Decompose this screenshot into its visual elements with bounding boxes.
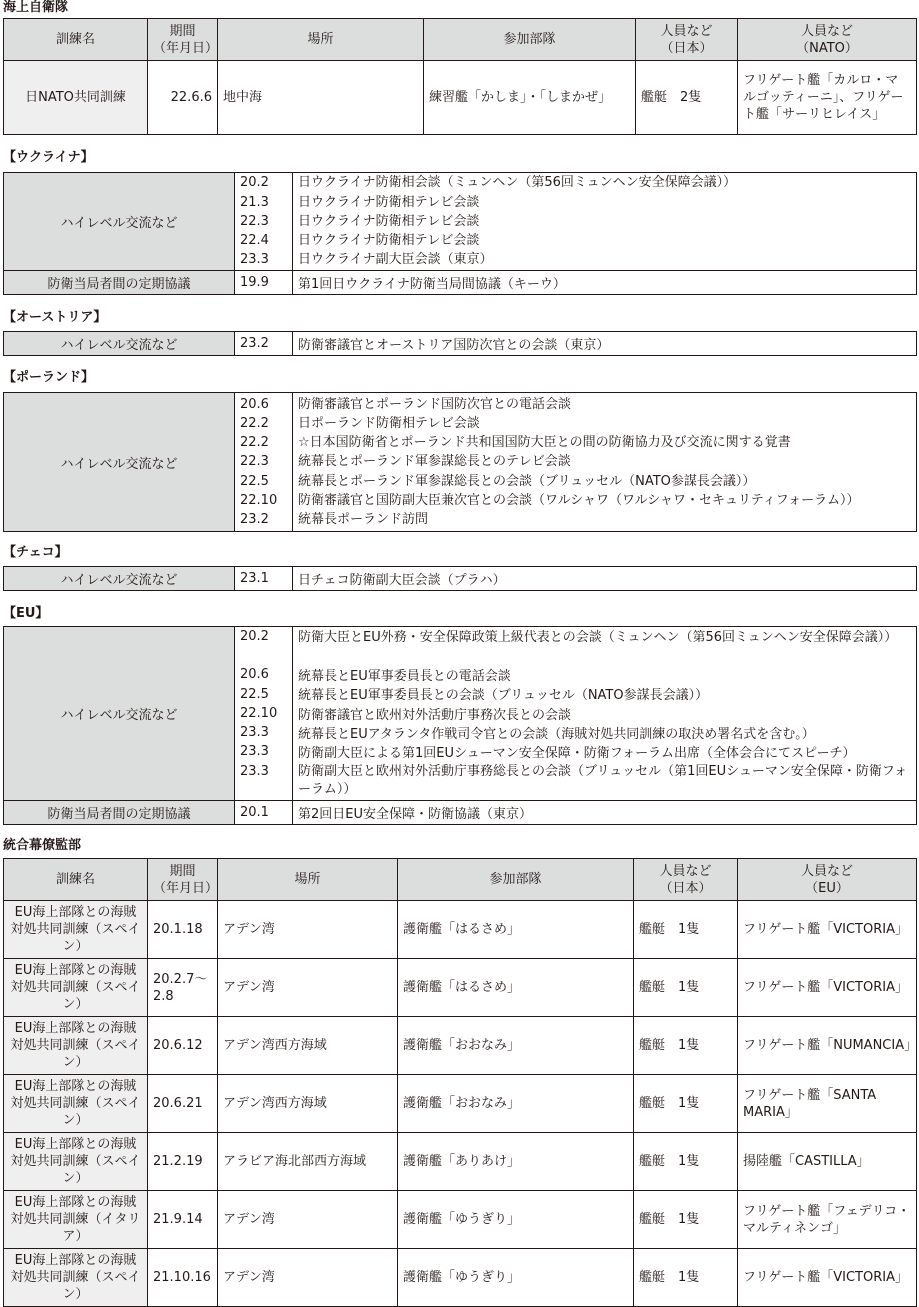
table-row [4, 1249, 917, 1307]
training-units: 護衛艦「おおなみ」 [398, 1017, 634, 1075]
training-place: アデン湾 [218, 1191, 398, 1249]
training-units: 護衛艦「はるさめ」 [398, 959, 634, 1017]
training-name: EU海上部隊との海賊対処共同訓練（スペイン） [4, 1249, 148, 1307]
col-header-partner: 人員など （EU） [738, 859, 917, 901]
ukraine-title: 【ウクライナ】 [3, 150, 94, 165]
austria-table [3, 331, 916, 356]
category-label: ハイレベル交流など [4, 567, 235, 591]
entry-text: 日ポーランド防衛相テレビ会談 [298, 415, 480, 431]
entry-date: 21.3 [240, 194, 269, 210]
entry-text: 日ウクライナ防衛相テレビ会談 [298, 213, 480, 229]
col-header-partner: 人員など （NATO） [738, 19, 917, 61]
entry-text: 統幕長とEUアタランタ作戦司令官との会談（海賊対処共同訓練の取決め署名式を含む。） [298, 726, 815, 742]
entry-text: 日ウクライナ防衛相テレビ会談 [298, 233, 480, 249]
entry-date: 20.2 [240, 629, 269, 645]
col-header-units: 参加部隊 [424, 19, 636, 61]
table-row [4, 1133, 917, 1191]
training-name: EU海上部隊との海賊対処共同訓練（スペイン） [4, 1075, 148, 1133]
training-partner: フリゲート艦「VICTORIA」 [738, 901, 917, 959]
training-place: 地中海 [218, 61, 424, 135]
event-cell [293, 393, 917, 532]
training-date: 20.1.18 [148, 901, 218, 959]
entry-date: 22.2 [240, 435, 269, 451]
table-row [4, 1075, 917, 1133]
poland-table [3, 392, 916, 532]
category-label: ハイレベル交流など [4, 173, 235, 271]
entry-text: 統幕長とEU軍事委員長との電話会談 [298, 669, 511, 685]
training-date: 21.10.16 [148, 1249, 218, 1307]
col-header-period: 期間 （年月日） [148, 19, 218, 61]
training-date: 20.6.21 [148, 1075, 218, 1133]
training-japan: 艦艇 1隻 [634, 1191, 738, 1249]
date-cell [235, 627, 293, 801]
entry-text: 防衛副大臣による第1回EUシューマン安全保障・防衛フォーラム出席（全体会合にてスピーチ） [298, 746, 856, 761]
entry-date: 23.1 [235, 567, 293, 591]
training-place: アデン湾西方海域 [218, 1017, 398, 1075]
msdf-training-table [3, 18, 916, 135]
entry-date: 23.3 [240, 763, 269, 779]
entry-text: ☆日本国防衛省とポーランド共和国国防大臣との間の防衛協力及び交流に関する覚書 [298, 435, 791, 451]
training-name: EU海上部隊との海賊対処共同訓練（スペイン） [4, 901, 148, 959]
training-place: アデン湾 [218, 959, 398, 1017]
col-header-training: 訓練名 [4, 859, 148, 901]
entry-text: 防衛審議官とオーストリア国防次官との会談（東京） [293, 332, 917, 356]
training-name: EU海上部隊との海賊対処共同訓練（イタリア） [4, 1191, 148, 1249]
joint-training-table [3, 858, 916, 1307]
col-header-period: 期間 （年月日） [148, 859, 218, 901]
table-row [4, 901, 917, 959]
table-row [4, 1017, 917, 1075]
training-japan: 艦艇 1隻 [634, 1017, 738, 1075]
entry-text: 日ウクライナ防衛相会談（ミュンヘン（第56回ミュンヘン安全保障会議）） [298, 175, 737, 191]
table-row [4, 959, 917, 1017]
training-partner: フリゲート艦「VICTORIA」 [738, 1249, 917, 1307]
entry-date: 23.2 [235, 332, 293, 356]
entry-date: 20.6 [240, 396, 269, 412]
entry-text: 第1回日ウクライナ防衛当局間協議（キーウ） [293, 271, 917, 295]
table-row [4, 173, 917, 271]
col-header-place: 場所 [218, 19, 424, 61]
entry-text: 統幕長とポーランド軍参謀総長とのテレビ会談 [298, 454, 571, 470]
entry-text: 防衛審議官とポーランド国防次官との電話会談 [298, 396, 572, 412]
training-place: アデン湾 [218, 1249, 398, 1307]
training-japan: 艦艇 1隻 [634, 1249, 738, 1307]
col-header-units: 参加部隊 [398, 859, 634, 901]
entry-text: 防衛審議官と欧州対外活動庁事務次長との会談 [298, 707, 572, 723]
event-cell [293, 173, 917, 271]
col-header-training: 訓練名 [4, 19, 148, 61]
training-place: アデン湾西方海域 [218, 1075, 398, 1133]
training-partner: 揚陸艦「CASTILLA」 [738, 1133, 917, 1191]
entry-text: 日チェコ防衛副大臣会談（プラハ） [293, 567, 917, 591]
training-japan: 艦艇 1隻 [634, 959, 738, 1017]
entry-text: 防衛審議官と国防副大臣兼次官との会談（ワルシャワ（ワルシャワ・セキュリティフォーラム）） [298, 492, 860, 508]
table-row [4, 332, 917, 356]
category-label: 防衛当局者間の定期協議 [4, 801, 235, 825]
training-partner: フリゲート艦「フェデリコ・マルティネンゴ」 [738, 1191, 917, 1249]
entry-date: 22.3 [240, 213, 269, 229]
training-units: 護衛艦「はるさめ」 [398, 901, 634, 959]
training-date: 20.2.7～2.8 [148, 959, 218, 1017]
event-cell [293, 627, 917, 801]
table-row [4, 393, 917, 532]
training-units: 護衛艦「ありあけ」 [398, 1133, 634, 1191]
training-date: 21.2.19 [148, 1133, 218, 1191]
date-cell [235, 173, 293, 271]
training-name: EU海上部隊との海賊対処共同訓練（スペイン） [4, 1017, 148, 1075]
entry-date: 23.3 [240, 725, 269, 741]
training-partner: フリゲート艦「VICTORIA」 [738, 959, 917, 1017]
entry-text: 防衛大臣とEU外務・安全保障政策上級代表との会談（ミュンヘン（第56回ミュンヘン安全保障会議）） [298, 629, 898, 645]
training-partner: フリゲート艦「SANTA MARIA」 [738, 1075, 917, 1133]
training-place: アラビア海北部西方海域 [218, 1133, 398, 1191]
ukraine-table [3, 172, 916, 295]
training-place: アデン湾 [218, 901, 398, 959]
entry-date: 22.5 [240, 686, 269, 702]
poland-title: 【ポーランド】 [3, 370, 95, 385]
czech-table [3, 566, 916, 591]
training-units: 護衛艦「ゆうぎり」 [398, 1191, 634, 1249]
training-units: 護衛艦「おおなみ」 [398, 1075, 634, 1133]
training-name: EU海上部隊との海賊対処共同訓練（スペイン） [4, 1133, 148, 1191]
training-name: 日NATO共同訓練 [4, 61, 148, 135]
entry-date: 20.1 [235, 801, 293, 825]
table-row [4, 271, 917, 295]
entry-date: 22.10 [240, 492, 278, 508]
entry-date: 23.2 [240, 512, 269, 527]
training-japan: 艦艇 2隻 [636, 61, 738, 135]
austria-title: 【オーストリア】 [3, 310, 107, 325]
training-japan: 艦艇 1隻 [634, 1133, 738, 1191]
eu-table [3, 626, 916, 825]
eu-title: 【EU】 [3, 606, 49, 621]
joint-title: 統合幕僚監部 [3, 838, 82, 853]
entry-date: 23.3 [240, 252, 269, 268]
col-header-place: 場所 [218, 859, 398, 901]
category-label: ハイレベル交流など [4, 332, 235, 356]
entry-date: 22.4 [240, 233, 269, 249]
category-label: ハイレベル交流など [4, 627, 235, 801]
training-date: 22.6.6 [148, 61, 218, 135]
entry-date: 19.9 [235, 271, 293, 295]
msdf-title: 海上自衛隊 [3, 0, 69, 15]
col-header-japan: 人員など （日本） [636, 19, 738, 61]
entry-text: 統幕長とEU軍事委員長との会談（ブリュッセル（NATO参謀長会議）） [298, 688, 709, 704]
entry-text: 防衛副大臣と欧州対外活動庁事務総長との会談（ブリュッセル（第1回EUシューマン安全保障・防衛フォーラム）） [298, 764, 908, 797]
table-row [4, 627, 917, 801]
training-name: EU海上部隊との海賊対処共同訓練（スペイン） [4, 959, 148, 1017]
category-label: 防衛当局者間の定期協議 [4, 271, 235, 295]
entry-date: 20.6 [240, 667, 269, 683]
entry-date: 22.10 [240, 705, 278, 721]
table-row [4, 801, 917, 825]
col-header-japan: 人員など （日本） [634, 859, 738, 901]
training-date: 20.6.12 [148, 1017, 218, 1075]
table-row [4, 61, 917, 135]
czech-title: 【チェコ】 [3, 545, 68, 560]
training-partner: フリゲート艦「NUMANCIA」 [738, 1017, 917, 1075]
entry-date: 23.3 [240, 744, 269, 760]
category-label: ハイレベル交流など [4, 393, 235, 532]
training-date: 21.9.14 [148, 1191, 218, 1249]
training-japan: 艦艇 1隻 [634, 1075, 738, 1133]
entry-date: 22.5 [240, 473, 269, 489]
table-row [4, 567, 917, 591]
entry-text: 統幕長とポーランド軍参謀総長との会談（ブリュッセル（NATO参謀長会議）） [298, 473, 756, 489]
entry-date: 20.2 [240, 175, 269, 191]
table-row [4, 1191, 917, 1249]
date-cell [235, 393, 293, 532]
entry-text: 第2回日EU安全保障・防衛協議（東京） [293, 801, 917, 825]
training-japan: 艦艇 1隻 [634, 901, 738, 959]
entry-text: 日ウクライナ防衛相テレビ会談 [298, 194, 480, 210]
entry-text: 日ウクライナ副大臣会談（東京） [298, 252, 493, 268]
training-units: 練習艦「かしま」・「しまかぜ」 [424, 61, 636, 135]
entry-date: 22.2 [240, 415, 269, 431]
entry-date: 22.3 [240, 454, 269, 470]
training-partner: フリゲート艦「カルロ・マルゴッティーニ」、フリゲート艦「サーリヒレイス」 [738, 61, 917, 135]
training-units: 護衛艦「ゆうぎり」 [398, 1249, 634, 1307]
entry-text: 統幕長ポーランド訪問 [298, 512, 429, 527]
